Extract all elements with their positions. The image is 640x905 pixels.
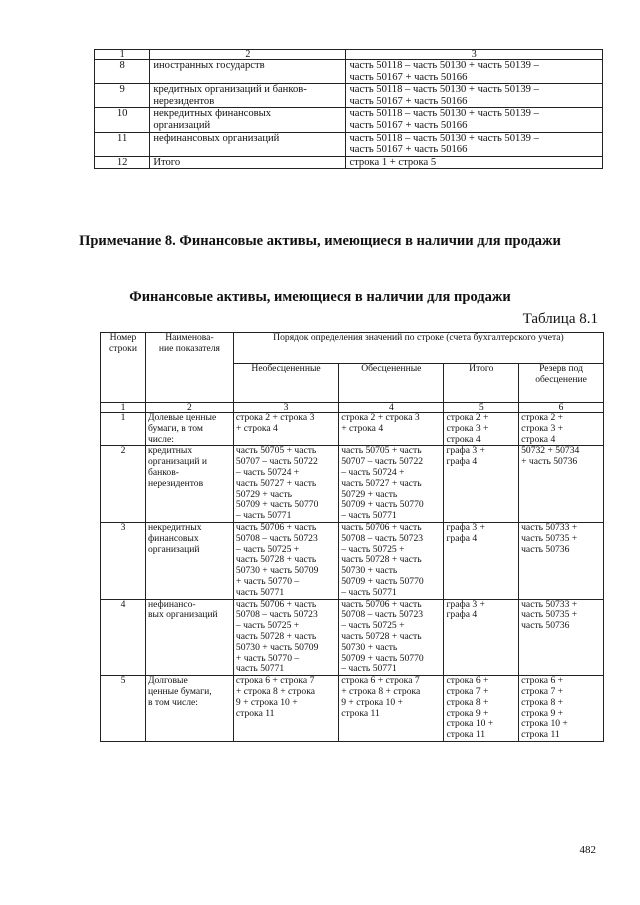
row-formula: часть 50118 – часть 50130 + часть 50139 – часть 50167 + часть 50166 (346, 132, 603, 156)
cell-impaired: часть 50706 + часть 50708 – часть 50723 – часть 50725 + часть 50728 + часть 50730 + часть 50709 + часть 50770 – часть 50771 (339, 522, 444, 599)
cell-unimpaired: строка 6 + строка 7 + строка 8 + строка 9 + строка 10 + строка 11 (233, 676, 338, 742)
cell-reserve: часть 50733 + часть 50735 + часть 50736 (519, 599, 604, 676)
cell-unimpaired: часть 50706 + часть 50708 – часть 50723 – часть 50725 + часть 50728 + часть 50730 + часть 50709 + часть 50770 – часть 50771 (233, 599, 338, 676)
section-subheading: Финансовые активы, имеющиеся в наличии для продажи (129, 289, 511, 305)
column-number-row (101, 403, 604, 413)
table-row (101, 413, 604, 446)
column-number: 6 (519, 403, 604, 413)
row-number: 8 (95, 60, 150, 84)
table-8-1 (100, 332, 604, 742)
header-indicator: Наименова- ние показателя (145, 333, 233, 403)
row-name: кредитных организаций и банков- нерезидентов (145, 446, 233, 523)
column-number: 5 (444, 403, 519, 413)
table-row (101, 522, 604, 599)
cell-total: строка 2 + строка 3 + строка 4 (444, 413, 519, 446)
column-number: 1 (101, 403, 146, 413)
cell-total: строка 6 + строка 7 + строка 8 + строка 9 + строка 10 + строка 11 (444, 676, 519, 742)
row-name: Итого (150, 156, 346, 169)
cell-unimpaired: часть 50706 + часть 50708 – часть 50723 – часть 50725 + часть 50728 + часть 50730 + часть 50709 + часть 50770 – часть 50771 (233, 522, 338, 599)
continuation-table (94, 49, 603, 169)
column-number: 4 (339, 403, 444, 413)
row-name: некредитных финансовых организаций (150, 108, 346, 132)
row-formula: часть 50118 – часть 50130 + часть 50139 – часть 50167 + часть 50166 (346, 84, 603, 108)
row-formula: часть 50118 – часть 50130 + часть 50139 – часть 50167 + часть 50166 (346, 60, 603, 84)
row-number: 11 (95, 132, 150, 156)
row-number: 10 (95, 108, 150, 132)
header-cell-2: 2 (150, 50, 346, 60)
cell-impaired: часть 50705 + часть 50707 – часть 50722 – часть 50724 + часть 50727 + часть 50729 + часть 50709 + часть 50770 – часть 50771 (339, 446, 444, 523)
row-name: нефинансовых организаций (150, 132, 346, 156)
row-number: 5 (101, 676, 146, 742)
column-number: 2 (145, 403, 233, 413)
header-cell-3: 3 (346, 50, 603, 60)
header-row-number: Номер строки (101, 333, 146, 403)
table-row (95, 60, 603, 84)
table-row (101, 676, 604, 742)
table-row (101, 446, 604, 523)
page-number: 482 (579, 844, 596, 856)
cell-unimpaired: часть 50705 + часть 50707 – часть 50722 – часть 50724 + часть 50727 + часть 50729 + часть 50709 + часть 50770 – часть 50771 (233, 446, 338, 523)
table-row (95, 84, 603, 108)
table-header-row (95, 50, 603, 60)
cell-impaired: строка 6 + строка 7 + строка 8 + строка 9 + строка 10 + строка 11 (339, 676, 444, 742)
cell-reserve: строка 6 + строка 7 + строка 8 + строка 9 + строка 10 + строка 11 (519, 676, 604, 742)
cell-unimpaired: строка 2 + строка 3 + строка 4 (233, 413, 338, 446)
row-name: кредитных организаций и банков- нерезидентов (150, 84, 346, 108)
row-number: 2 (101, 446, 146, 523)
cell-impaired: часть 50706 + часть 50708 – часть 50723 – часть 50725 + часть 50728 + часть 50730 + часть 50709 + часть 50770 – часть 50771 (339, 599, 444, 676)
cell-total: графа 3 + графа 4 (444, 446, 519, 523)
header-procedure: Порядок определения значений по строке (счета бухгалтерского учета) (233, 333, 603, 364)
row-name: Долговые ценные бумаги, в том числе: (145, 676, 233, 742)
table-header-row (101, 333, 604, 364)
row-name: Долевые ценные бумаги, в том числе: (145, 413, 233, 446)
header-impaired: Обесцененные (339, 364, 444, 403)
cell-impaired: строка 2 + строка 3 + строка 4 (339, 413, 444, 446)
row-name: нефинансо- вых организаций (145, 599, 233, 676)
cell-total: графа 3 + графа 4 (444, 522, 519, 599)
cell-reserve: 50732 + 50734 + часть 50736 (519, 446, 604, 523)
row-number: 1 (101, 413, 146, 446)
header-unimpaired: Необесцененные (233, 364, 338, 403)
row-number: 4 (101, 599, 146, 676)
row-formula: часть 50118 – часть 50130 + часть 50139 – часть 50167 + часть 50166 (346, 108, 603, 132)
table-row (101, 599, 604, 676)
cell-total: графа 3 + графа 4 (444, 599, 519, 676)
row-formula: строка 1 + строка 5 (346, 156, 603, 169)
table-row (95, 132, 603, 156)
column-number: 3 (233, 403, 338, 413)
header-impairment-reserve: Резерв под обесценение (519, 364, 604, 403)
note-heading: Примечание 8. Финансовые активы, имеющиеся в наличии для продажи (79, 233, 561, 249)
row-number: 9 (95, 84, 150, 108)
table-row (95, 108, 603, 132)
cell-reserve: строка 2 + строка 3 + строка 4 (519, 413, 604, 446)
row-number: 3 (101, 522, 146, 599)
row-name: иностранных государств (150, 60, 346, 84)
cell-reserve: часть 50733 + часть 50735 + часть 50736 (519, 522, 604, 599)
table-number: Таблица 8.1 (522, 311, 598, 327)
row-name: некредитных финансовых организаций (145, 522, 233, 599)
row-number: 12 (95, 156, 150, 169)
header-total: Итого (444, 364, 519, 403)
table-row (95, 156, 603, 169)
header-cell-1: 1 (95, 50, 150, 60)
